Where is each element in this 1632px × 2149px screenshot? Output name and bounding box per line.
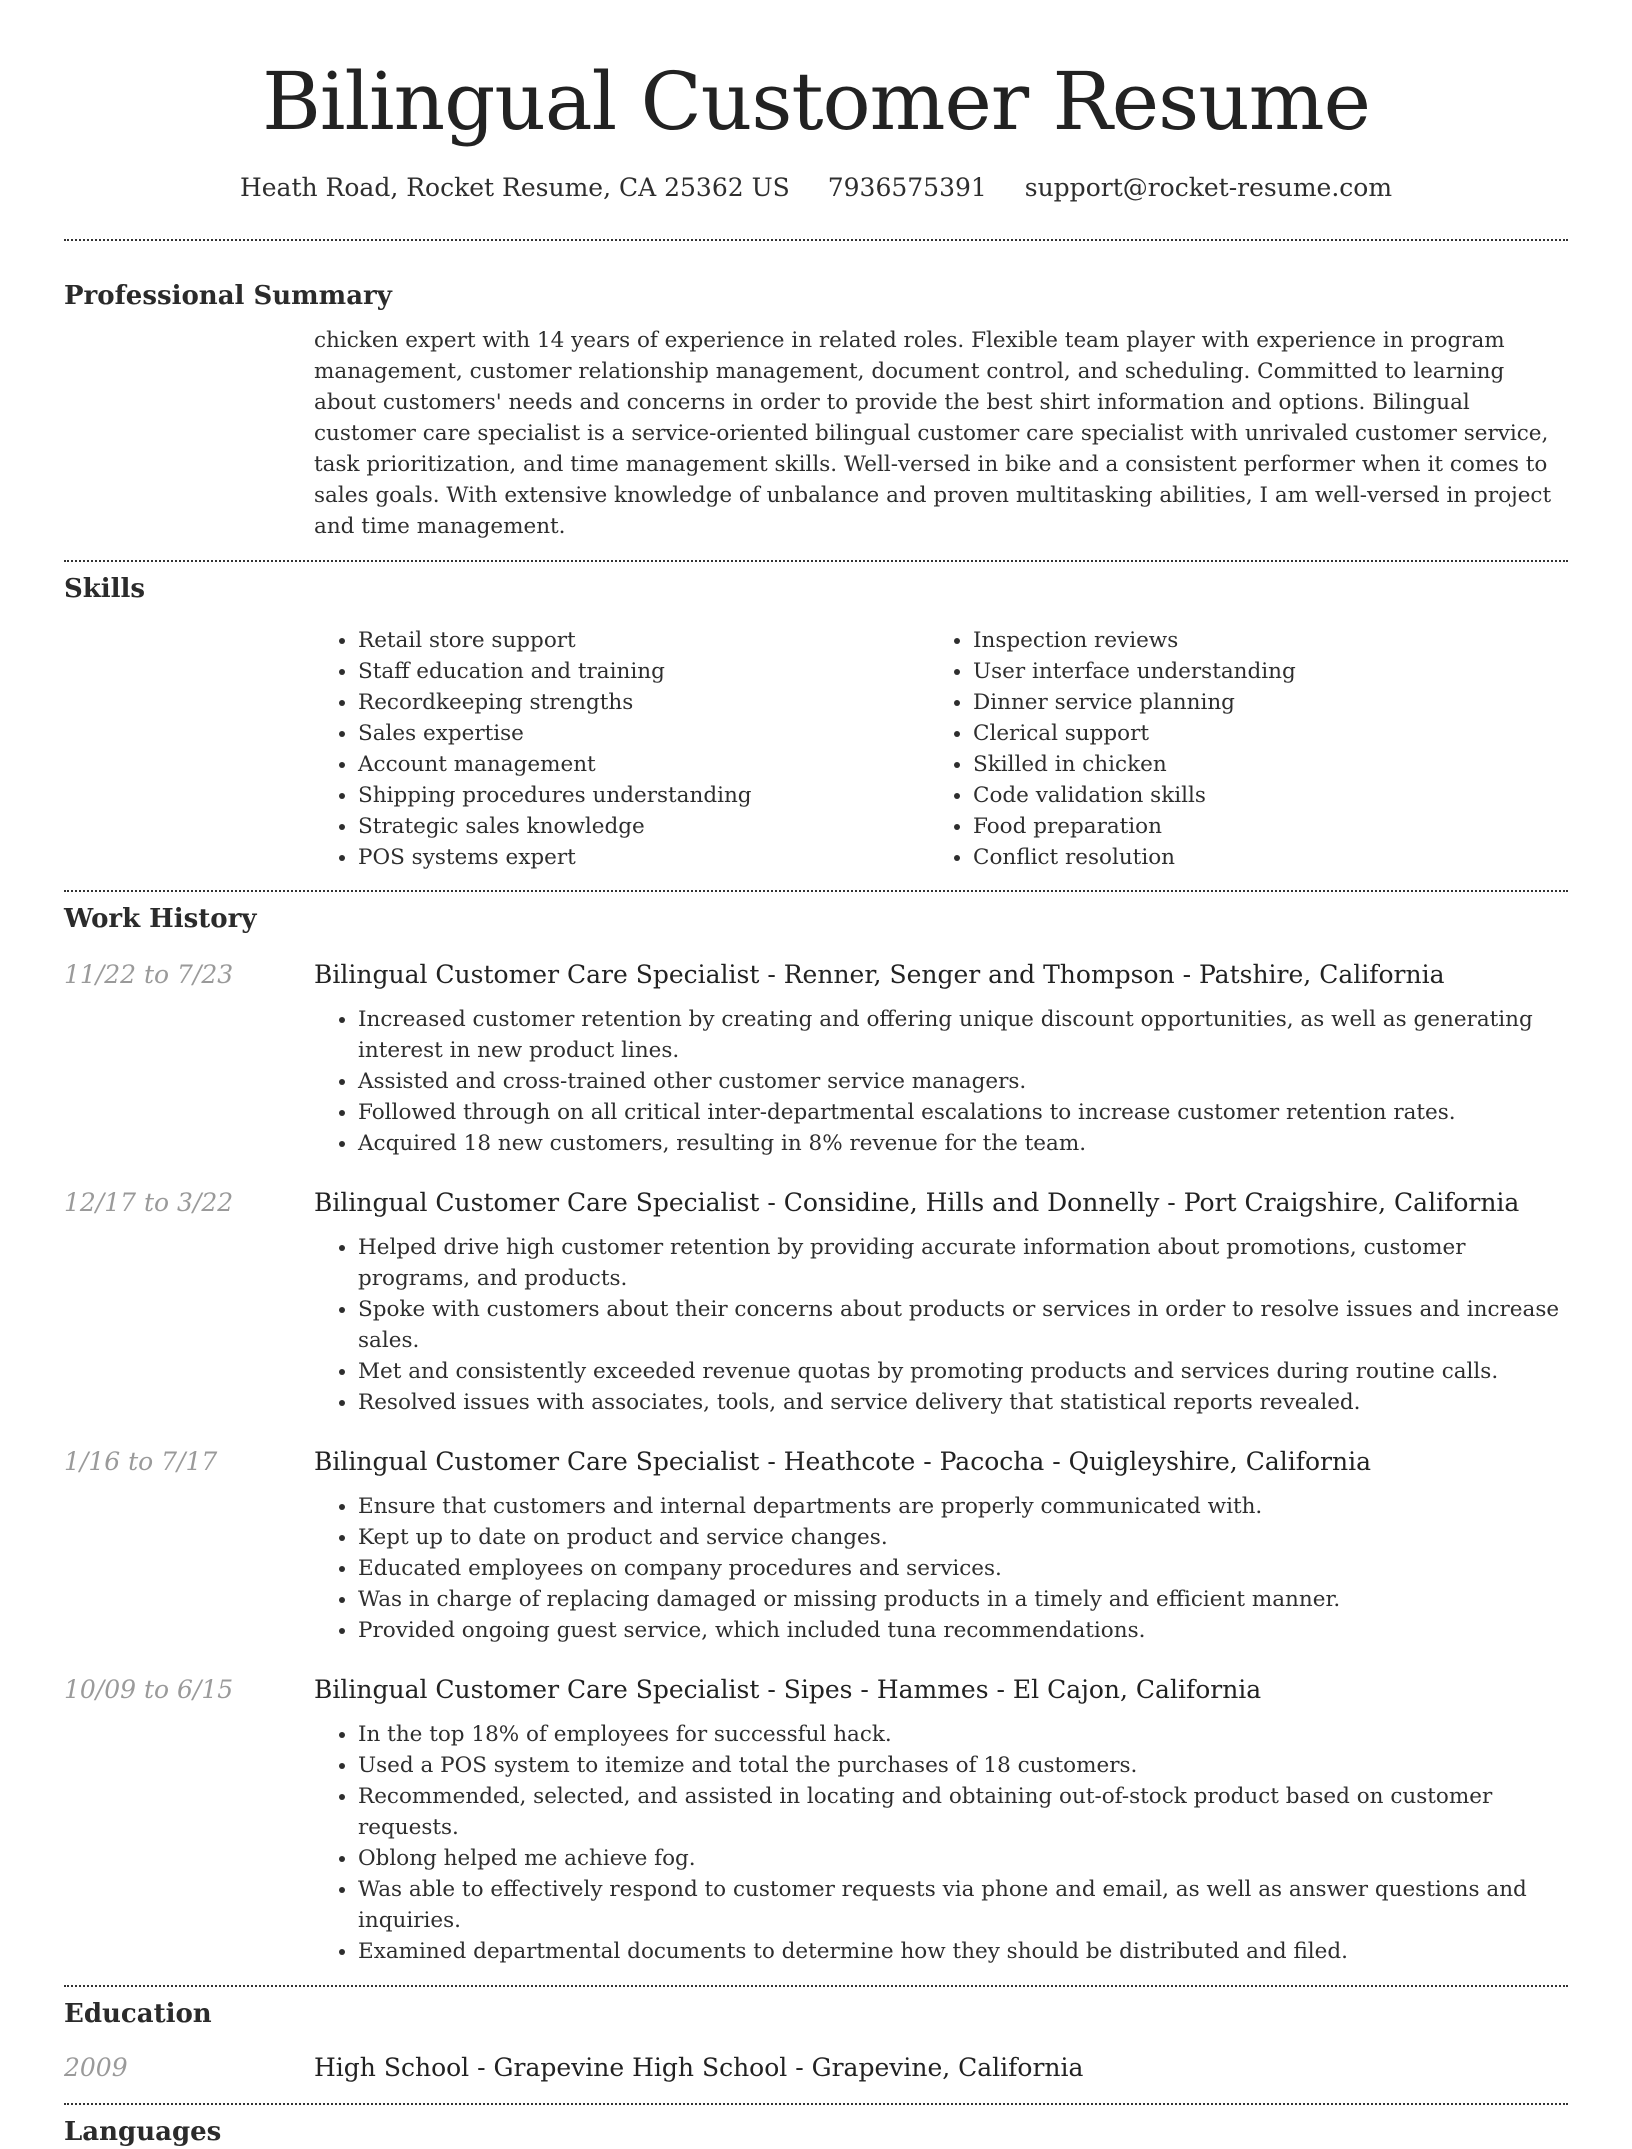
job-entry (64, 1186, 1568, 1418)
job-bullet: • Kept up to date on product and service changes. (358, 1522, 1568, 1553)
job-bullets (314, 1004, 1568, 1159)
section-title-work-history: Work History (64, 904, 257, 934)
languages-section (64, 2115, 1568, 2149)
section-title-languages: Languages (64, 2117, 222, 2147)
job-bullet: • Oblong helped me achieve fog. (358, 1843, 1568, 1874)
skills-list-right (929, 625, 1544, 873)
job-dates: 12/17 to 3/22 (64, 1188, 234, 1217)
skill-item: • Dinner service planning (973, 687, 1544, 718)
resume-name: Bilingual Customer Resume (262, 55, 1370, 148)
skills-grid (314, 625, 1568, 873)
divider (64, 890, 1568, 892)
job-header (64, 1673, 1568, 1707)
skill-item: • Code validation skills (973, 780, 1544, 811)
job-bullet: • Increased customer retention by creating and offering unique discount opportunities, as well as generating interest in new product lines. (358, 1004, 1568, 1066)
job-bullet: • Provided ongoing guest service, which included tuna recommendations. (358, 1615, 1568, 1646)
job-title: Bilingual Customer Care Specialist - Heathcote - Pacocha - Quigleyshire, California (314, 1447, 1371, 1476)
skill-item: • Recordkeeping strengths (358, 687, 929, 718)
job-bullet: • Resolved issues with associates, tools, and service delivery that statistical reports revealed. (358, 1387, 1568, 1418)
job-entry (64, 1673, 1568, 1967)
job-bullet: • Was able to effectively respond to customer requests via phone and email, as well as answer questions and inquiries. (358, 1874, 1568, 1936)
job-bullet: • Helped drive high customer retention by providing accurate information about promotions, customer programs, and products. (358, 1232, 1568, 1294)
divider (64, 2103, 1568, 2105)
skill-item: • Shipping procedures understanding (358, 780, 929, 811)
skills-column-right (929, 625, 1544, 873)
contact-email: support@rocket-resume.com (1024, 173, 1393, 202)
work-history-section (64, 902, 1568, 1967)
job-dates: 11/22 to 7/23 (64, 960, 234, 989)
skill-item: • User interface understanding (973, 656, 1544, 687)
divider (64, 1985, 1568, 1987)
job-bullet: • Educated employees on company procedures and services. (358, 1553, 1568, 1584)
summary-text: chicken expert with 14 years of experience in related roles. Flexible team player with experience in program management, customer relationship management, document control, and scheduling. Committed to learning about customers' needs and concerns in order to provide the best shirt information and options. Bilingual customer care specialist is a service-oriented bilingual customer care specialist with unrivaled customer service, task prioritization, and time management skills. Well-versed in bike and a consistent performer when it comes to sales goals. With extensive knowledge of unbalance and proven multitasking abilities, I am well-versed in project and time management. (314, 328, 1552, 539)
education-entry (64, 2051, 1568, 2085)
section-title-skills: Skills (64, 574, 146, 604)
job-bullet: • Used a POS system to itemize and total the purchases of 18 customers. (358, 1750, 1568, 1781)
divider (64, 560, 1568, 562)
section-title-education: Education (64, 1999, 212, 2029)
job-title: Bilingual Customer Care Specialist - Renner, Senger and Thompson - Patshire, California (314, 960, 1445, 989)
job-bullet: • Recommended, selected, and assisted in locating and obtaining out-of-stock product based on customer requests. (358, 1781, 1568, 1843)
education-section (64, 1997, 1568, 2085)
job-header (64, 958, 1568, 992)
skill-item: • Inspection reviews (973, 625, 1544, 656)
job-bullet: • Was in charge of replacing damaged or missing products in a timely and efficient manner. (358, 1584, 1568, 1615)
job-bullet: • Followed through on all critical inter-departmental escalations to increase customer retention rates. (358, 1097, 1568, 1128)
job-bullet: • Ensure that customers and internal departments are properly communicated with. (358, 1491, 1568, 1522)
job-dates: 1/16 to 7/17 (64, 1447, 218, 1476)
skill-item: • Food preparation (973, 811, 1544, 842)
skill-item: • Conflict resolution (973, 842, 1544, 873)
skill-item: • Strategic sales knowledge (358, 811, 929, 842)
job-bullet: • Assisted and cross-trained other customer service managers. (358, 1066, 1568, 1097)
job-entry (64, 958, 1568, 1159)
job-dates: 10/09 to 6/15 (64, 1675, 234, 1704)
education-details: High School - Grapevine High School - Grapevine, California (314, 2053, 1084, 2082)
job-entry (64, 1445, 1568, 1646)
skills-column-left (314, 625, 929, 873)
job-bullets (314, 1719, 1568, 1967)
job-bullet: • Met and consistently exceeded revenue quotas by promoting products and services during routine calls. (358, 1356, 1568, 1387)
job-title: Bilingual Customer Care Specialist - Sipes - Hammes - El Cajon, California (314, 1675, 1262, 1704)
skills-list-left (314, 625, 929, 873)
summary-section (64, 279, 1568, 542)
education-year: 2009 (64, 2053, 128, 2082)
contact-address: Heath Road, Rocket Resume, CA 25362 US (239, 173, 790, 202)
job-bullet: • In the top 18% of employees for successful hack. (358, 1719, 1568, 1750)
job-header (64, 1186, 1568, 1220)
skill-item: • Staff education and training (358, 656, 929, 687)
job-header (64, 1445, 1568, 1479)
skills-section (64, 572, 1568, 873)
section-title-summary: Professional Summary (64, 281, 392, 311)
divider (64, 239, 1568, 241)
job-bullet: • Spoke with customers about their concerns about products or services in order to resolve issues and increase sales. (358, 1294, 1568, 1356)
skill-item: • Sales expertise (358, 718, 929, 749)
job-bullet: • Acquired 18 new customers, resulting in 8% revenue for the team. (358, 1128, 1568, 1159)
job-title: Bilingual Customer Care Specialist - Considine, Hills and Donnelly - Port Craigshire, California (314, 1188, 1520, 1217)
skill-item: • Clerical support (973, 718, 1544, 749)
job-bullets (314, 1232, 1568, 1418)
skill-item: • POS systems expert (358, 842, 929, 873)
skill-item: • Retail store support (358, 625, 929, 656)
resume-page (64, 0, 1568, 2149)
contact-phone: 7936575391 (827, 173, 987, 202)
contact-line (64, 170, 1568, 206)
job-bullet: • Examined departmental documents to determine how they should be distributed and filed. (358, 1936, 1568, 1967)
skill-item: • Skilled in chicken (973, 749, 1544, 780)
skill-item: • Account management (358, 749, 929, 780)
job-bullets (314, 1491, 1568, 1646)
